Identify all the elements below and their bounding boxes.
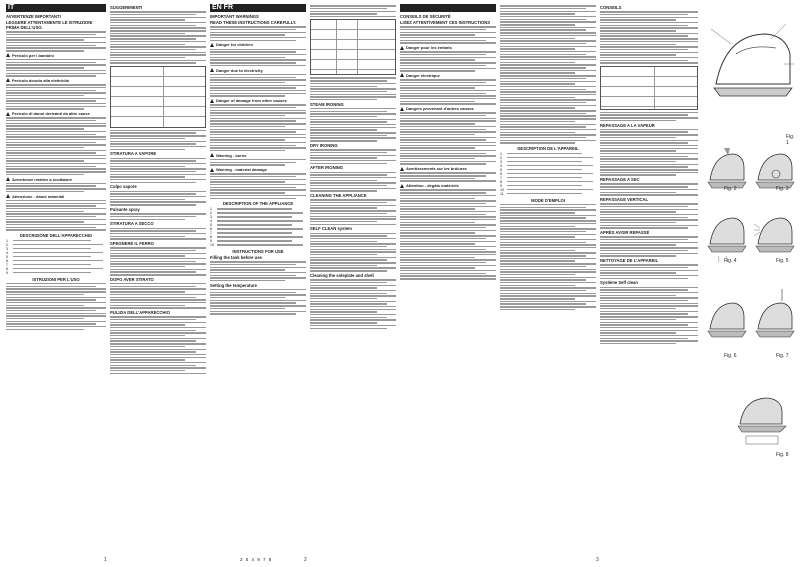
iron-spray-icon	[752, 204, 796, 264]
text-block	[6, 283, 106, 330]
warning-other-causes: Danger of damage from other causes	[210, 98, 306, 103]
heading-after-ironing: AFTER IRONING	[310, 165, 344, 171]
iron-self-clean-icon	[732, 374, 792, 454]
heading-repassage-sec: REPASSAGE A SEC	[600, 177, 640, 183]
fig-label: Fig. 1	[786, 134, 795, 146]
heading-suggerimenti: SUGGERIMENTI	[110, 5, 143, 10]
warning-icon	[6, 112, 10, 116]
warning-icon	[400, 46, 404, 50]
text-block	[210, 159, 306, 166]
barcode-number: 2 5 4 9 7 8	[240, 557, 273, 562]
text-block	[6, 59, 106, 77]
text-block	[500, 5, 596, 143]
subheading-lisez: LISEZ ATTENTIVEMENT CES INSTRUCTIONS	[400, 20, 491, 25]
warning-other-causes: Pericolo di danni derivanti da altre cause	[6, 111, 106, 116]
text-block	[400, 79, 496, 105]
lang-bar	[400, 4, 496, 12]
warning-icon	[400, 107, 404, 111]
figure-4	[704, 204, 748, 264]
page-number-2: 2	[304, 557, 307, 563]
text-block	[310, 279, 396, 329]
heading-apres-repasse: APRÈS AVOIR REPASSÉ	[600, 230, 650, 236]
warning-other-causes: Dangers provenant d'autres causes	[400, 106, 496, 111]
heading-cleaning: CLEANING THE APPLIANCE	[310, 193, 367, 199]
text-block	[110, 158, 206, 184]
lang-header-it: IT	[6, 4, 106, 12]
fabric-table	[110, 66, 206, 128]
figure-7	[752, 279, 796, 359]
text-block	[6, 117, 106, 175]
text-block	[400, 112, 496, 164]
heading-filling: Filling the tank before use	[210, 254, 262, 260]
lang-header-en-fr: EN FR	[210, 4, 306, 12]
warning-icon	[210, 168, 214, 172]
heading-avvertenze: AVVERTENZE IMPORTANTI	[6, 14, 61, 19]
column-it-2	[110, 4, 206, 556]
heading-soleplate: Cleaning the soleplate and shell	[310, 272, 374, 278]
section-description: DESCRIPTION OF THE APPLIANCE	[222, 200, 294, 206]
warning-icon	[6, 194, 10, 198]
text-block	[600, 129, 698, 176]
text-block	[310, 5, 396, 17]
text-block	[600, 264, 698, 279]
warning-icon	[400, 184, 404, 188]
figure-8	[732, 374, 792, 458]
figure-5	[752, 204, 796, 264]
heading-steam-ironing: STEAM IRONING	[310, 101, 344, 107]
fig-label: Fig. 3	[776, 186, 789, 192]
text-block	[110, 247, 206, 275]
iron-vertical-icon	[704, 279, 748, 359]
parts-list: 1 2 3 4 5 6 7 8 9 10 11	[500, 152, 596, 196]
text-block	[310, 149, 396, 164]
heading-repassage-vapeur: REPASSAGE A LA VAPEUR	[600, 122, 655, 128]
text-block	[310, 172, 396, 192]
text-block	[210, 74, 306, 97]
warning-children: Danger pour les enfants	[400, 45, 496, 50]
warning-icon	[6, 78, 10, 82]
figures-panel	[702, 4, 798, 556]
text-block	[210, 289, 306, 315]
page-number-1: 1	[104, 557, 107, 563]
fig-label: Fig. 5	[776, 258, 789, 264]
warning-icon	[6, 177, 10, 181]
text-block	[210, 26, 306, 41]
iron-steam-icon	[704, 204, 748, 264]
column-fr-3	[600, 4, 698, 556]
figure-2	[704, 144, 748, 194]
column-en-2	[310, 4, 396, 556]
warning-icon	[400, 167, 404, 171]
heading-repassage-vertical: REPASSAGE VERTICAL	[600, 196, 649, 202]
warning-burns: Avvertenze relative a scottature	[6, 177, 106, 182]
fig-label: Fig. 7	[776, 353, 789, 359]
text-block	[600, 112, 698, 121]
text-block	[110, 213, 206, 220]
text-block	[400, 189, 496, 279]
text-block	[400, 51, 496, 71]
section-description: DESCRIPTION DE L'APPAREIL	[517, 145, 579, 151]
iron-diagram-icon	[706, 14, 796, 114]
figure-3	[752, 144, 796, 194]
text-block	[110, 11, 206, 63]
heading-conseils-securite: CONSEILS DE SÉCURITÉ	[400, 14, 451, 19]
section-description: DESCRIZIONE DELL'APPARECCHIO	[19, 232, 93, 238]
text-block	[6, 31, 106, 51]
parts-list: 1 2 3 4 5 6 7 8 9 10	[210, 207, 306, 247]
warning-material: Warning - material damage	[210, 167, 306, 172]
text-block	[110, 228, 206, 240]
heading-self-clean: SELF CLEAN system	[310, 226, 352, 232]
text-block	[110, 191, 206, 206]
fig-label: Fig. 8	[776, 452, 789, 458]
heading-spegnere: SPEGNERE IL FERRO	[110, 240, 154, 246]
warning-icon	[6, 53, 10, 57]
fabric-table	[600, 66, 698, 110]
text-block	[110, 130, 206, 150]
figure-1	[706, 14, 796, 146]
fig-label: Fig. 2	[724, 186, 737, 192]
heading-dry-ironing: DRY IRONING	[310, 142, 338, 148]
text-block	[6, 84, 106, 110]
text-block	[310, 108, 396, 142]
text-block	[600, 183, 698, 195]
text-block	[6, 200, 106, 231]
heading-conseils: CONSEILS	[600, 5, 622, 10]
warning-children: Pericolo per i bambini	[6, 53, 106, 58]
warning-electricity: Danger due to electricity	[210, 68, 306, 73]
section-mode-emploi: MODE D'EMPLOI	[531, 197, 565, 203]
text-block	[210, 49, 306, 67]
fig-label: Fig. 4	[724, 258, 737, 264]
fabric-table	[310, 19, 396, 75]
heading-temperature: Setting the temperature	[210, 282, 258, 288]
figure-6	[704, 279, 748, 359]
text-block	[110, 283, 206, 309]
text-block	[310, 233, 396, 272]
warning-icon	[400, 73, 404, 77]
column-fr-1	[400, 4, 496, 556]
page-number-3: 3	[596, 557, 599, 563]
warning-icon	[210, 99, 214, 103]
heading-pulizia: PULIZIA DELL'APPARECCHIO	[110, 309, 170, 315]
text-block	[400, 26, 496, 44]
column-en-1	[210, 4, 306, 556]
text-block	[600, 236, 698, 256]
text-block	[600, 203, 698, 229]
warning-electricity: Danger électrique	[400, 73, 496, 78]
parts-list: 1 2 3 4 5 6 7 8 9	[6, 239, 106, 275]
subheading-read: READ THESE INSTRUCTIONS CAREFULLY.	[210, 20, 297, 25]
text-block	[600, 287, 698, 345]
heading-pulsante-spray: Pulsante spray	[110, 206, 140, 212]
text-block	[210, 104, 306, 151]
text-block	[110, 316, 206, 374]
heading-stiratura-vapore: STIRATURA A VAPORE	[110, 151, 157, 157]
section-instructions: INSTRUCTIONS FOR USE	[232, 248, 284, 254]
warning-children: Danger for children	[210, 42, 306, 47]
subheading-leggere: LEGGERE ATTENTAMENTE LE ISTRUZIONI PRIMA DELL'USO.	[6, 20, 93, 30]
iron-unplug-icon	[752, 279, 796, 359]
text-block	[210, 261, 306, 281]
warning-icon	[210, 68, 214, 72]
text-block	[310, 199, 396, 225]
warning-material: Attenzione - danni materiali	[6, 194, 106, 199]
heading-self-clean: Système Self clean	[600, 280, 638, 286]
warning-burns: Avertissements sur les brûlures	[400, 166, 496, 171]
heading-stiratura-secco: STIRATURA A SECCO	[110, 221, 154, 227]
text-block	[210, 173, 306, 199]
column-fr-2	[500, 4, 596, 556]
heading-colpo-vapore: Colpo vapore	[110, 184, 137, 190]
fig-label: Fig. 6	[724, 353, 737, 359]
warning-icon	[210, 153, 214, 157]
text-block	[600, 11, 698, 63]
heading-important-warnings: IMPORTANT WARNINGS	[210, 14, 259, 19]
warning-electricity: Pericolo dovuto alla elettricità	[6, 78, 106, 83]
warning-burns: Warning - burns	[210, 153, 306, 158]
warning-material: Attention - dégâts matériels	[400, 183, 496, 188]
heading-dopo-stirato: DOPO AVER STIRATO	[110, 276, 154, 282]
section-instructions: ISTRUZIONI PER L'USO	[32, 276, 80, 282]
text-block	[6, 183, 106, 192]
text-block	[310, 77, 396, 100]
column-it-1	[6, 4, 106, 556]
heading-nettoyage: NETTOYAGE DE L'APPAREIL	[600, 257, 659, 263]
iron-dial-icon	[752, 144, 796, 194]
text-block	[500, 204, 596, 310]
text-block	[400, 172, 496, 181]
warning-icon	[210, 43, 214, 47]
